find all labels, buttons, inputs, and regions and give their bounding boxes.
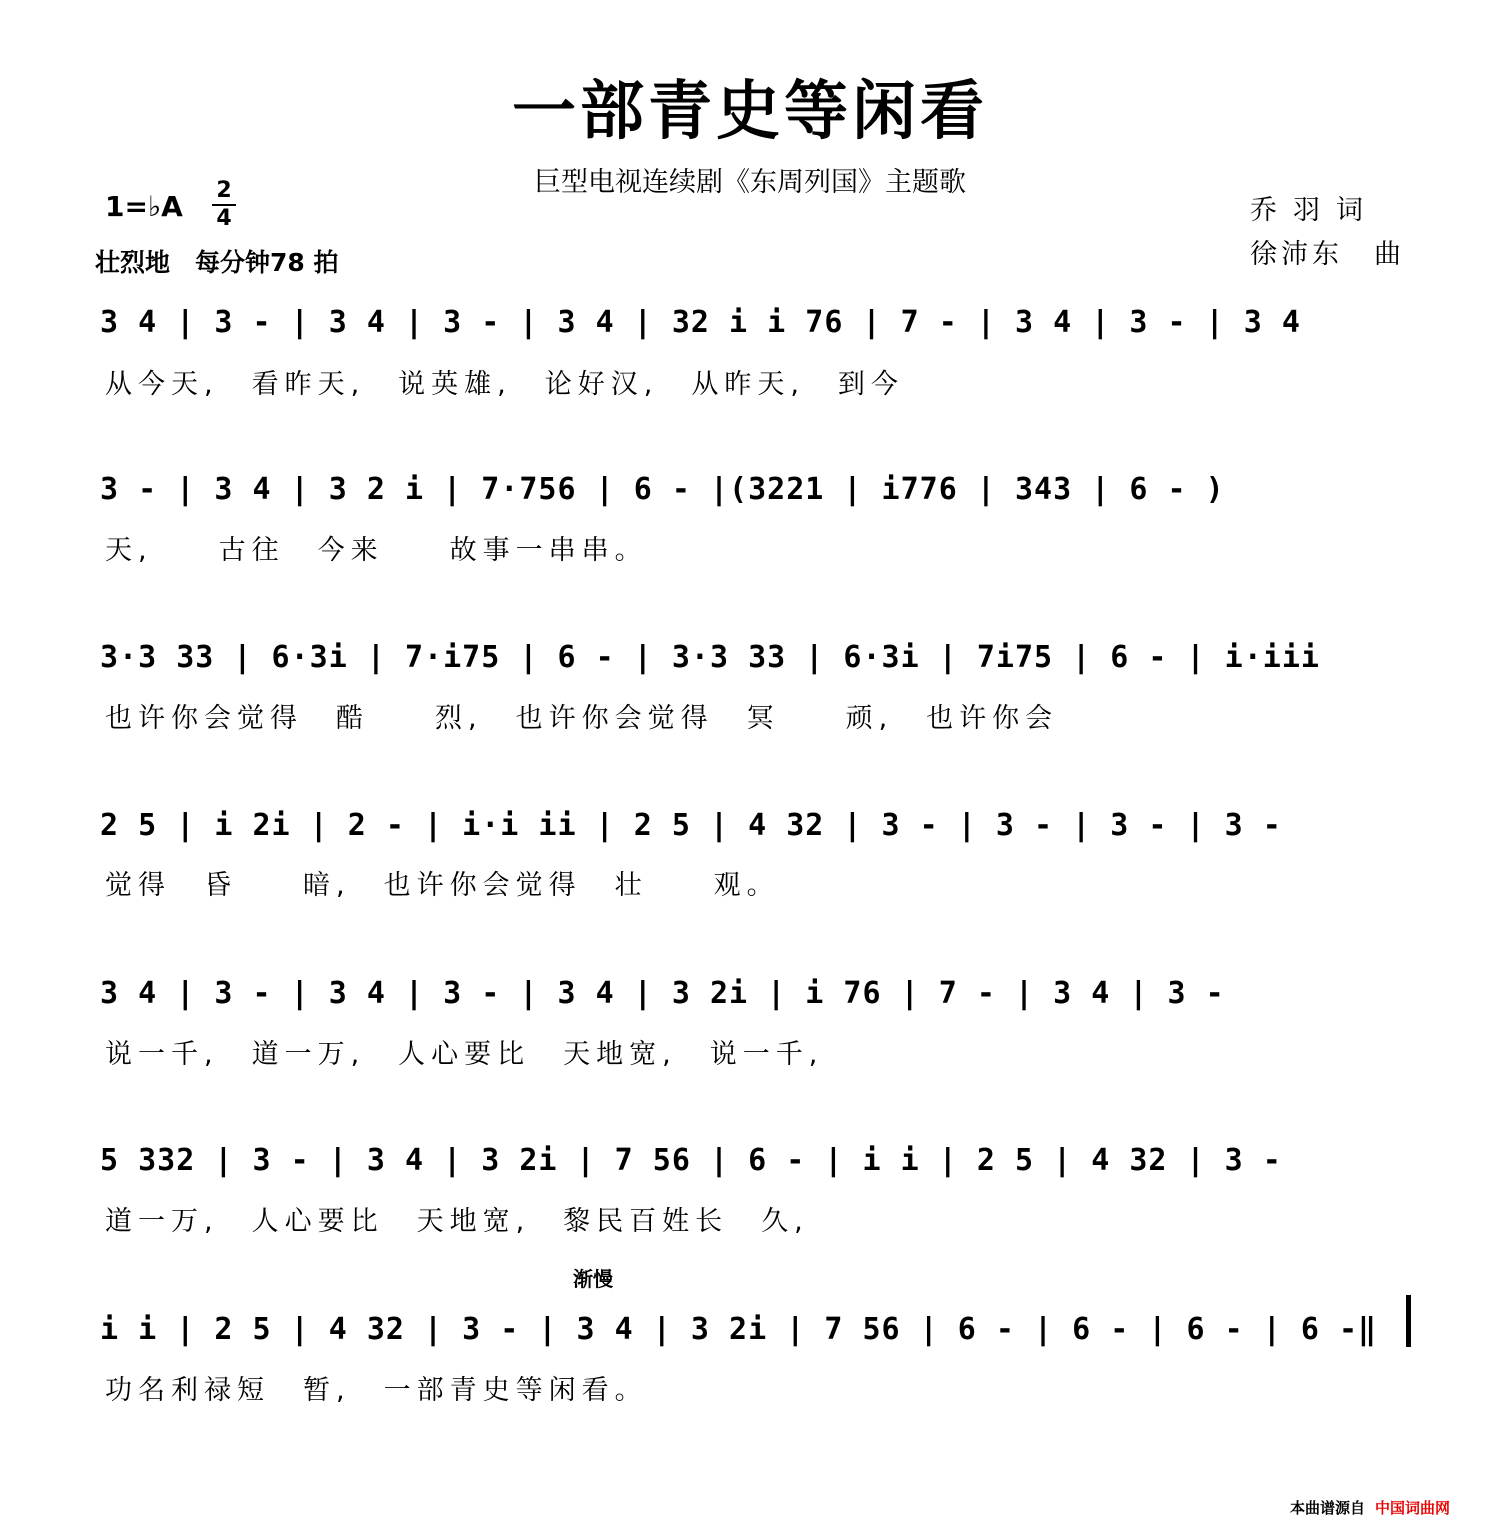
lyrics-line-5: 说一千, 道一万, 人心要比 天地宽, 说一千, (105, 1039, 824, 1070)
notation-line-5: 3 4 | 3 - | 3 4 | 3 - | 3 4 | 3 2i | i 76 | 7 - | 3 4 | 3 - (100, 976, 1225, 1011)
footer-source-site[interactable]: 中国词曲网 (1375, 1499, 1451, 1517)
lyrics-line-2: 天, 古往 今来 故事一串串。 (105, 535, 648, 566)
composer-credit: 徐沛东 曲 (1250, 239, 1405, 270)
notation-line-3: 3·3 33 | 6·3i | 7·i75 | 6 - | 3·3 33 | 6·3i | 7i75 | 6 - | i·iii (100, 640, 1320, 675)
notation-line-1: 3 4 | 3 - | 3 4 | 3 - | 3 4 | 32 i i 76 | 7 - | 3 4 | 3 - | 3 4 (100, 305, 1301, 340)
song-subtitle: 巨型电视连续剧《东周列国》主题歌 (534, 167, 966, 198)
notation-line-2: 3 - | 3 4 | 3 2 i | 7·756 | 6 - |(3221 | i776 | 343 | 6 - ) (100, 472, 1225, 507)
song-title: 一部青史等闲看 (512, 74, 988, 149)
tempo-marking: 壮烈地 每分钟78 拍 (95, 248, 339, 277)
lyrics-line-1: 从今天, 看昨天, 说英雄, 论好汉, 从昨天, 到今 (105, 369, 904, 400)
final-barline (1406, 1295, 1411, 1347)
lyrics-line-7: 功名利禄短 暂, 一部青史等闲看。 (105, 1375, 648, 1406)
time-signature-top: 2 (212, 178, 236, 206)
time-signature-bottom: 4 (216, 206, 232, 231)
footer-source-label: 本曲谱源自 (1290, 1499, 1366, 1517)
key-signature: 1=♭A (105, 190, 183, 223)
lyrics-line-4: 觉得 昏 暗, 也许你会觉得 壮 观。 (105, 870, 780, 901)
lyrics-line-6: 道一万, 人心要比 天地宽, 黎民百姓长 久, (105, 1206, 809, 1237)
lyrics-line-3: 也许你会觉得 酷 烈, 也许你会觉得 冥 顽, 也许你会 (105, 703, 1059, 734)
time-signature (212, 178, 236, 232)
lyricist-credit: 乔羽词 (1250, 195, 1379, 226)
notation-line-7: i i | 2 5 | 4 32 | 3 - | 3 4 | 3 2i | 7 56 | 6 - | 6 - | 6 - | 6 -‖ (100, 1312, 1378, 1347)
notation-line-6: 5 332 | 3 - | 3 4 | 3 2i | 7 56 | 6 - | i i | 2 5 | 4 32 | 3 - (100, 1143, 1282, 1178)
tempo-change-marking: 渐慢 (573, 1267, 613, 1291)
footer-source (1290, 1497, 1450, 1518)
notation-line-4: 2 5 | i 2i | 2 - | i·i ii | 2 5 | 4 32 | 3 - | 3 - | 3 - | 3 - (100, 808, 1282, 843)
